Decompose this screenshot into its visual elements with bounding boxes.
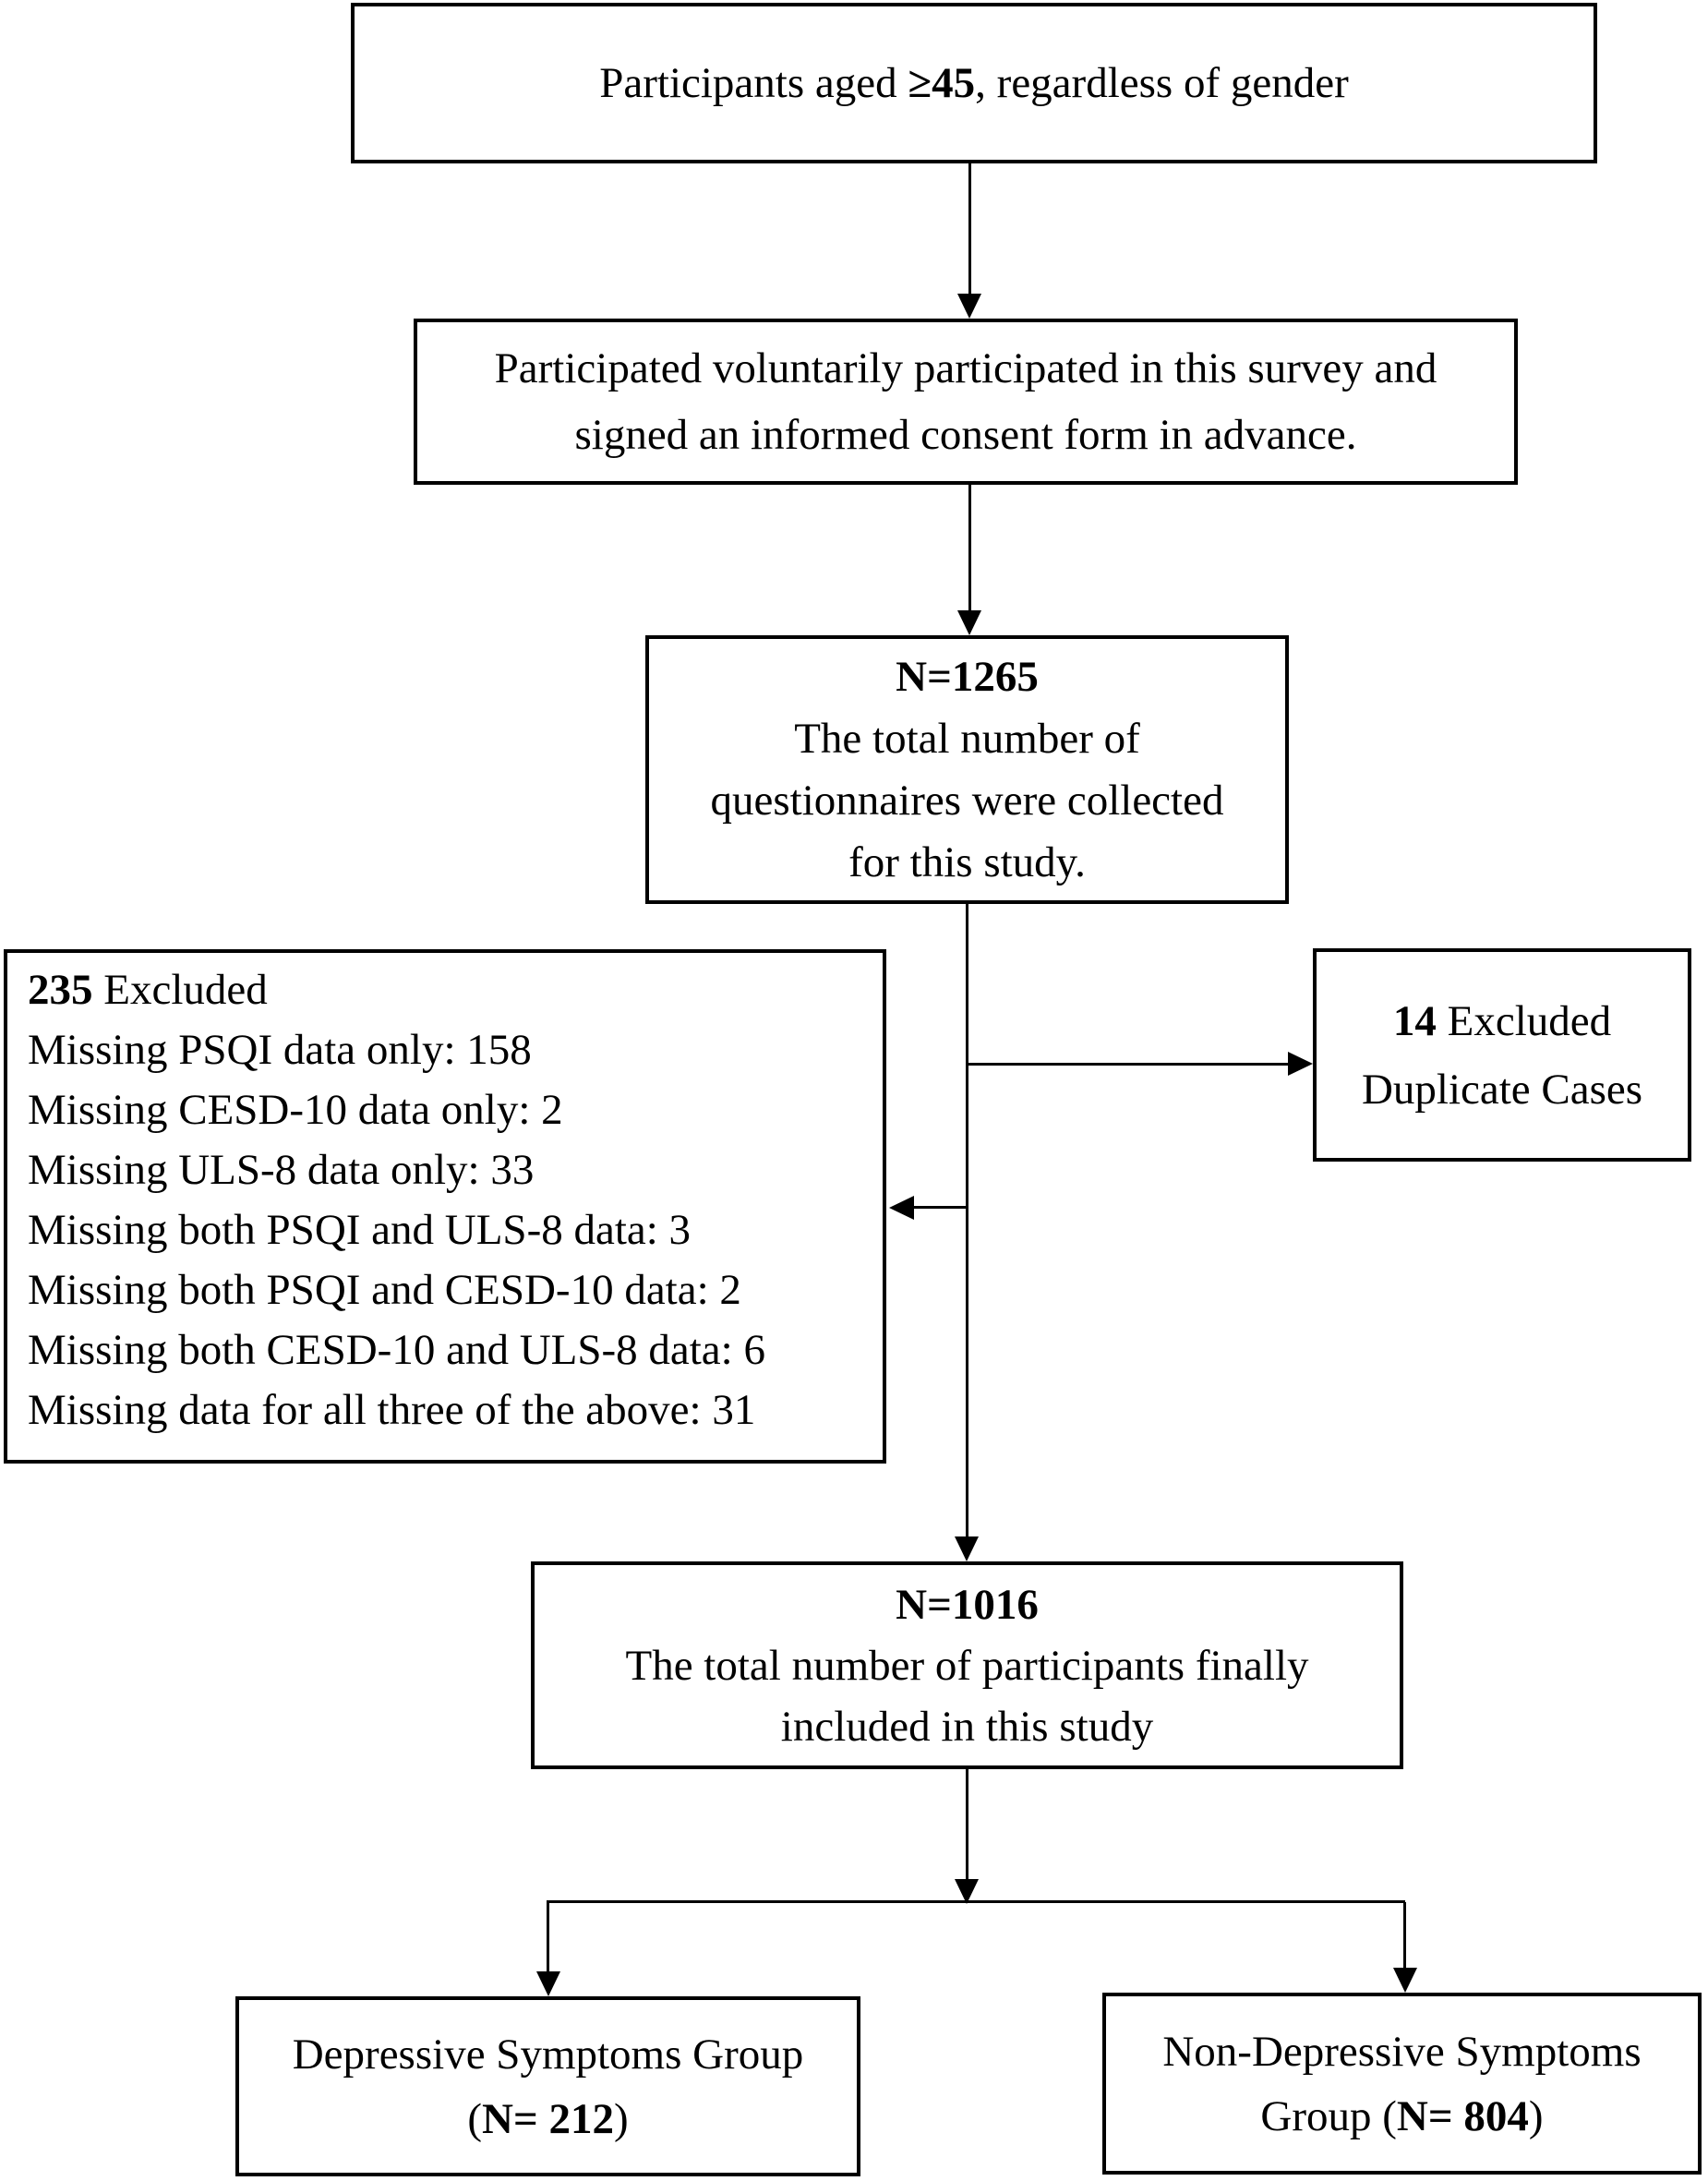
consent-box <box>414 319 1518 485</box>
arrowhead-included <box>955 1536 979 1561</box>
collected-line1: The total number of <box>794 714 1140 763</box>
eligibility-box <box>351 3 1597 163</box>
non-depressive-group-line2 <box>1260 2084 1543 2149</box>
non-depressive-group-line2-pre: Group ( <box>1260 2091 1397 2140</box>
excluded-duplicates-box <box>1313 948 1691 1162</box>
excluded-missing-box <box>4 949 886 1464</box>
non-depressive-group-line1: Non-Depressive Symptoms <box>1162 2027 1642 2076</box>
consent-line1: Participated voluntarily participated in this survey and <box>494 344 1437 392</box>
arrowhead-consent <box>957 294 981 319</box>
non-depressive-group-box <box>1102 1993 1702 2175</box>
depressive-group-paren-close: ) <box>613 2094 629 2143</box>
excluded-duplicates-line2: Duplicate Cases <box>1361 1065 1643 1114</box>
excluded-missing-label: Excluded <box>92 966 268 1014</box>
excluded-missing-item: Missing PSQI data only: 158 <box>28 1026 532 1074</box>
collected-line3: for this study. <box>848 837 1086 886</box>
eligibility-text-pre: Participants aged <box>599 58 908 107</box>
included-line1: The total number of participants finally <box>625 1641 1309 1690</box>
collected-line2: questionnaires were collected <box>710 776 1224 825</box>
depressive-group-paren-open: ( <box>467 2094 482 2143</box>
non-depressive-group-line2-post: ) <box>1528 2091 1544 2140</box>
depressive-group-box <box>235 1996 860 2176</box>
depressive-group-n: N= 212 <box>482 2094 614 2143</box>
excluded-missing-item: Missing data for all three of the above: 31 <box>28 1386 756 1434</box>
excluded-duplicates-count: 14 <box>1392 996 1437 1045</box>
non-depressive-group-n: N= 804 <box>1396 2091 1529 2140</box>
excluded-missing-item: Missing both PSQI and CESD-10 data: 2 <box>28 1266 741 1314</box>
excluded-duplicates-label: Excluded <box>1436 996 1612 1045</box>
arrowhead-duplicates <box>1288 1052 1313 1076</box>
consent-line2: signed an informed consent form in advance. <box>574 411 1357 459</box>
branch-line-duplicates <box>966 1063 1289 1066</box>
excluded-missing-item: Missing ULS-8 data only: 33 <box>28 1146 535 1194</box>
excluded-duplicates-title <box>1393 987 1611 1055</box>
excluded-missing-item: Missing CESD-10 data only: 2 <box>28 1086 563 1134</box>
excluded-missing-title <box>28 960 268 1020</box>
depressive-group-line2 <box>467 2087 628 2151</box>
included-line2: included in this study <box>780 1702 1154 1751</box>
excluded-missing-count: 235 <box>28 966 93 1014</box>
eligibility-text <box>599 53 1348 114</box>
collected-n: N=1265 <box>896 652 1039 701</box>
line-consent-collected <box>968 485 971 614</box>
line-included-split <box>966 1769 968 1882</box>
arrowhead-depressive <box>536 1971 560 1996</box>
depressive-group-line1: Depressive Symptoms Group <box>292 2030 804 2079</box>
excluded-missing-item: Missing both CESD-10 and ULS-8 data: 6 <box>28 1326 765 1374</box>
branch-line-missing <box>914 1206 968 1209</box>
eligibility-age-threshold: ≥45 <box>908 58 976 107</box>
eligibility-text-post: , regardless of gender <box>975 58 1349 107</box>
arrowhead-nondepressive <box>1393 1968 1417 1993</box>
line-split-depressive <box>547 1902 549 1972</box>
included-n: N=1016 <box>896 1580 1039 1629</box>
collected-box <box>645 635 1289 904</box>
split-bar <box>547 1900 1405 1903</box>
line-eligibility-consent <box>968 163 971 297</box>
excluded-missing-item: Missing both PSQI and ULS-8 data: 3 <box>28 1206 692 1254</box>
arrowhead-missing <box>889 1196 914 1220</box>
arrowhead-collected <box>957 610 981 635</box>
line-split-nondepressive <box>1403 1902 1406 1969</box>
included-box <box>531 1561 1403 1769</box>
line-collected-included <box>966 904 968 1539</box>
